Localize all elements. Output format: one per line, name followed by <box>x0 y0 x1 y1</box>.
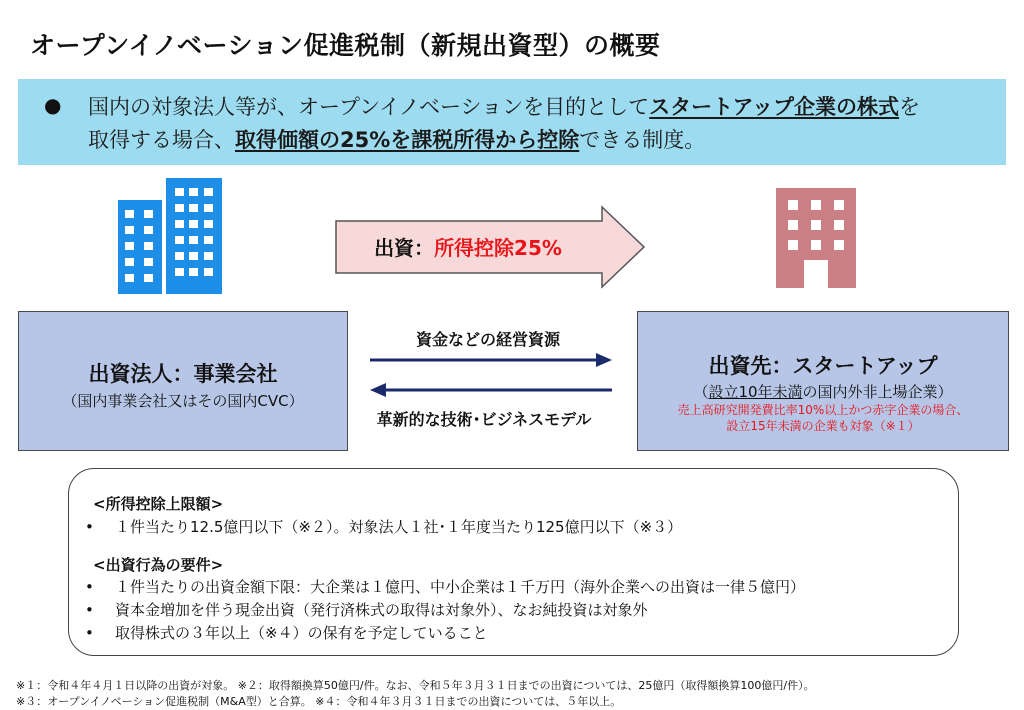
summary-text: を <box>899 95 921 119</box>
startup-subtitle: （設立10年未満の国内外非上場企業） <box>693 383 953 401</box>
summary-line-2 <box>88 124 705 154</box>
list-item: • 取得株式の３年以上（※４）の保有を予定していること <box>85 624 488 642</box>
investment-arrow-label: 出資：所得控除25% <box>374 236 562 260</box>
summary-text: 国内の対象法人等が、オープンイノベーションを目的として <box>88 95 650 119</box>
summary-emphasis: 取得価額の25%を課税所得から控除 <box>235 128 580 152</box>
flow-arrows <box>366 348 616 400</box>
summary-text: 取得する場合、 <box>88 128 235 152</box>
summary-banner <box>18 79 1006 165</box>
investor-name: 出資法人：事業会社 <box>88 362 278 386</box>
startup-building-icon <box>770 188 862 288</box>
summary-line-1 <box>88 91 920 121</box>
requirements-box <box>68 468 959 656</box>
startup-name: 出資先：スタートアップ <box>708 354 938 378</box>
flow-label-technology: 革新的な技術･ビジネスモデル <box>376 410 592 429</box>
startup-box <box>637 311 1009 451</box>
list-item: • １件当たり12.5億円以下（※２）。対象法人１社･１年度当たり125億円以下（※３） <box>85 518 683 536</box>
investor-subtitle: （国内事業会社又はその国内CVC） <box>62 392 304 410</box>
investment-requirements-heading: <出資行為の要件> <box>93 556 224 574</box>
startup-note-2: 設立15年未満の企業も対象（※１） <box>726 419 920 433</box>
summary-emphasis: スタートアップ企業の株式 <box>649 95 900 119</box>
office-building-icon <box>118 178 222 294</box>
summary-text: できる制度。 <box>579 128 706 152</box>
page-title: オープンイノベーション促進税制（新規出資型）の概要 <box>30 31 661 60</box>
list-item: • １件当たりの出資金額下限：大企業は１億円、中小企業は１千万円（海外企業への出資は一律５億円） <box>85 578 806 596</box>
footnote-1: ※１：令和４年４月１日以降の出資が対象。 ※２：取得額換算50億円/件。なお、令和５年３月３１日までの出資については、25億円（取得額換算100億円/件）。 <box>16 679 815 692</box>
startup-note-1: 売上高研究開発費比率10%以上かつ赤字企業の場合、 <box>677 403 969 417</box>
deduction-limit-heading: <所得控除上限額> <box>93 495 224 513</box>
investor-box <box>18 311 348 451</box>
flow-label-resources: 資金などの経営資源 <box>415 330 560 349</box>
summary-bullet: ● <box>44 93 62 117</box>
list-item: • 資本金増加を伴う現金出資（発行済株式の取得は対象外）、なお純投資は対象外 <box>85 601 648 619</box>
footnote-2: ※３：オープンイノベーション促進税制（M&A型）と合算。 ※４：令和４年３月３１日までの出資については、５年以上。 <box>16 695 622 708</box>
